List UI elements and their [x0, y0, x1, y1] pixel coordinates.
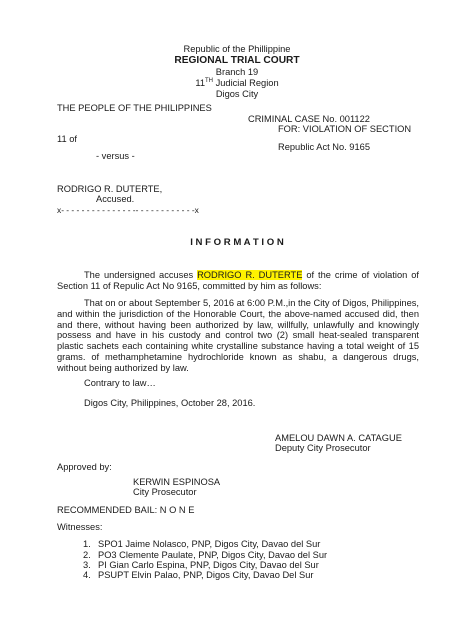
document-title: I N F O R M A T I O N — [190, 237, 284, 248]
caption-people: THE PEOPLE OF THE PHILIPPINES — [57, 103, 212, 113]
witness-item: 1. SPO1 Jaime Nolasco, PNP, Digos City, Davao del Sur — [83, 539, 321, 549]
paragraph-date-place: Digos City, Philippines, October 28, 2016. — [84, 398, 256, 408]
signatory-name: AMELOU DAWN A. CATAGUE — [275, 433, 402, 443]
witness-item: 2. PO3 Clemente Paulate, PNP, Digos City, Davao del Sur — [83, 550, 328, 560]
caption-separator: x- - - - - - - - - - - - - - -- - - - - - - - - - - -x — [57, 205, 199, 215]
witnesses-label: Witnesses: — [57, 522, 103, 532]
accused-name-highlight: RODRIGO R. DUTERTE — [197, 270, 303, 280]
paragraph-accusation: The undersigned accuses RODRIGO R. DUTERTE of the crime of violation of Section 11 of Repulic Act No 9165, committed by him as follows: — [57, 270, 419, 291]
accused-name: RODRIGO R. DUTERTE, — [57, 184, 163, 194]
paragraph-facts: That on or about September 5, 2016 at 6:00 P.M.,in the City of Digos, Philippines, and within the jurisdiction of the Honorable Court, the above-named accused did, then and there, without having been authorized by law, willfully, unlawfully and knowingly possess and have in his custody and control two (2) small heat-sealed transparent plastic sachets each containing white crystalline substance having a total weight of 15 grams. of methamphetamine hydrochloride known as shabu, a dangerous drugs, without being authorized by law. — [57, 298, 419, 373]
paragraph-contrary: Contrary to law… — [84, 378, 156, 388]
approver-title: City Prosecutor — [133, 487, 197, 497]
header-branch: Branch 19 — [215, 67, 259, 77]
header-city: Digos City — [215, 89, 259, 99]
accused-label: Accused. — [96, 194, 135, 204]
case-number: CRIMINAL CASE No. 001122 — [248, 114, 370, 124]
header-republic: Republic of the Phillippine — [183, 44, 291, 54]
approved-by-label: Approved by: — [57, 462, 112, 472]
signatory-title: Deputy City Prosecutor — [275, 443, 371, 453]
caption-eleven-of: 11 of — [57, 134, 77, 144]
witness-item: 3. PI Gian Carlo Espina, PNP, Digos City, Davao del Sur — [83, 560, 319, 570]
caption-republic-act: Republic Act No. 9165 — [278, 142, 370, 152]
header-region: 11TH Judicial Region — [195, 78, 279, 88]
court-name: REGIONAL TRIAL COURT — [174, 55, 300, 66]
recommended-bail: RECOMMENDED BAIL: N O N E — [57, 505, 195, 515]
approver-name: KERWIN ESPINOSA — [133, 477, 221, 487]
witness-item: 4. PSUPT Elvin Palao, PNP, Digos City, Davao Del Sur — [83, 570, 314, 580]
caption-versus: - versus - — [96, 151, 135, 161]
case-violation: FOR: VIOLATION OF SECTION — [278, 124, 412, 134]
